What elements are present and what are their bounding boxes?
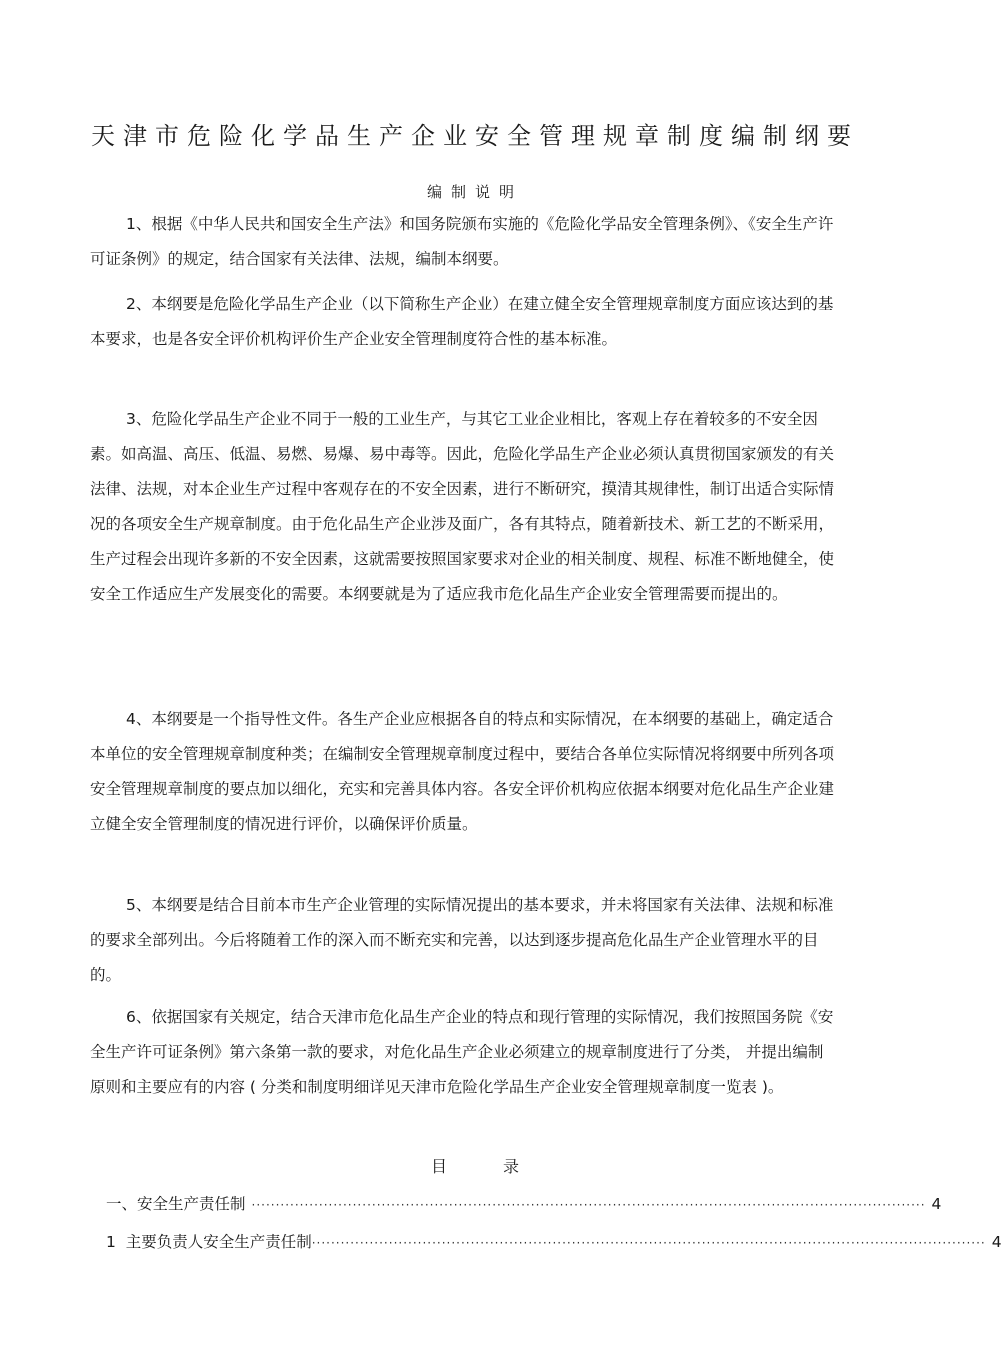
toc-entry-label: 1 主要负责人安全生产责任制: [106, 1233, 312, 1251]
document-title: 天津市危险化学品生产企业安全管理规章制度编制纲要: [91, 122, 859, 150]
paragraph-6: 6、依据国家有关规定，结合天津市危化品生产企业的特点和现行管理的实际情况，我们按照国务院《安全生产许可证条例》第六条第一款的要求，对危化品生产企业必须建立的规章制度进行了分类， 并提出编制原则和主要应有的内容 ( 分类和制度明细详见天津市危险化学品生产企业安全管理规章制度一览表 )。: [90, 1008, 834, 1096]
toc-entry-label: 一、安全生产责任制: [106, 1195, 246, 1213]
toc-leader-dots: ············································································································································: [311, 1236, 986, 1250]
toc-heading-right: 录: [503, 1157, 520, 1176]
toc-leader-dots: ············································································································································: [251, 1198, 926, 1212]
toc-heading-left: 目: [430, 1157, 447, 1176]
toc-entry-page: 4: [931, 1195, 942, 1213]
toc-entry-page: 4: [991, 1233, 1002, 1251]
paragraph-3: 3、危险化学品生产企业不同于一般的工业生产，与其它工业企业相比，客观上存在着较多的不安全因素。如高温、高压、低温、易燃、易爆、易中毒等。因此，危险化学品生产企业必须认真贯彻国家颁发的有关法律、法规，对本企业生产过程中客观存在的不安全因素，进行不断研究，摸清其规律性，制订出适合实际情况的各项安全生产规章制度。由于危化品生产企业涉及面广，各有其特点，随着新技术、新工艺的不断采用，生产过程会出现许多新的不安全因素，这就需要按照国家要求对企业的相关制度、规程、标准不断地健全，使安全工作适应生产发展变化的需要。本纲要就是为了适应我市危化品生产企业安全管理需要而提出的。: [90, 410, 835, 603]
toc-entry[interactable]: [106, 1230, 1002, 1254]
paragraph-4: 4、本纲要是一个指导性文件。各生产企业应根据各自的特点和实际情况，在本纲要的基础上，确定适合本单位的安全管理规章制度种类；在编制安全管理规章制度过程中，要结合各单位实际情况将纲要中所列各项安全管理规章制度的要点加以细化，充实和完善具体内容。各安全评价机构应依据本纲要对危化品生产企业建立健全安全管理制度的情况进行评价，以确保评价质量。: [90, 710, 835, 833]
toc-heading: [0, 1154, 950, 1177]
paragraph-1: 1、根据《中华人民共和国安全生产法》和国务院颁布实施的《危险化学品安全管理条例》、《安全生产许可证条例》的规定，结合国家有关法律、法规，编制本纲要。: [90, 215, 834, 268]
toc-entry[interactable]: [106, 1192, 942, 1216]
paragraph-2: 2、本纲要是危险化学品生产企业（以下简称生产企业）在建立健全安全管理规章制度方面应该达到的基本要求，也是各安全评价机构评价生产企业安全管理制度符合性的基本标准。: [90, 295, 834, 348]
section-subtitle: 编制说明: [426, 183, 523, 201]
paragraph-5: 5、本纲要是结合目前本市生产企业管理的实际情况提出的基本要求，并未将国家有关法律、法规和标准的要求全部列出。今后将随着工作的深入而不断充实和完善，以达到逐步提高危化品生产企业管理水平的目的。: [90, 896, 834, 984]
